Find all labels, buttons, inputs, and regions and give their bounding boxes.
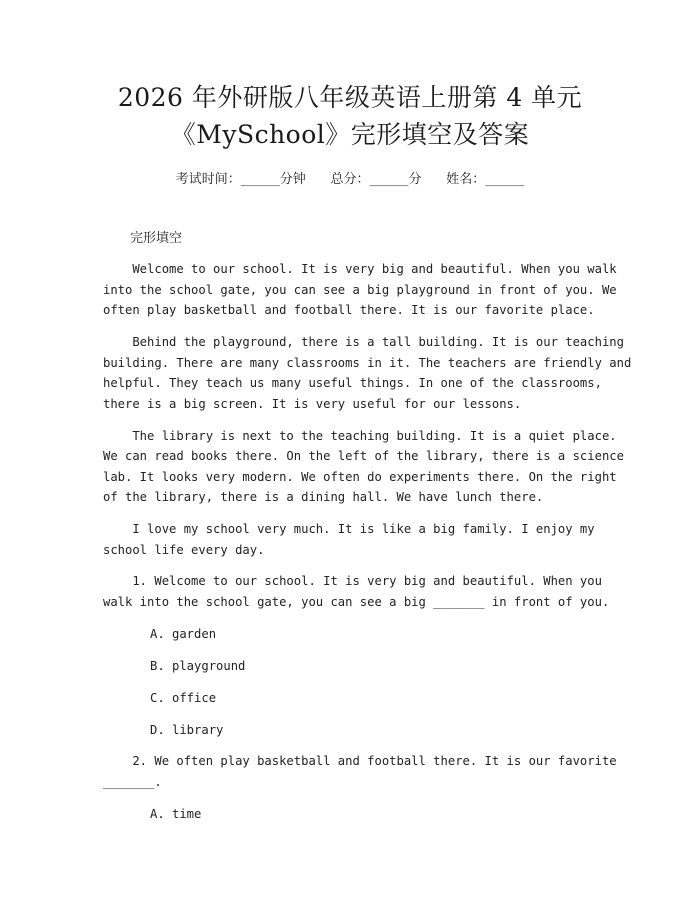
passage-paragraph-4-line-2: school life every day. xyxy=(103,543,265,557)
passage-paragraph-4-line-1: I love my school very much. It is like a big family. I enjoy my xyxy=(103,522,595,536)
question-2-stem-line-2: _______. xyxy=(103,775,162,789)
passage-paragraph-2-line-4: there is a big screen. It is very useful for our lessons. xyxy=(103,397,522,411)
passage-paragraph-1-line-3: often play basketball and football there. It is our favorite place. xyxy=(103,303,595,317)
question-1-stem-line-1: 1. Welcome to our school. It is very big and beautiful. When you xyxy=(103,574,602,588)
question-2-option-a: A. time xyxy=(150,807,202,821)
passage-paragraph-2-line-3: helpful. They teach us many useful things. In one of the classrooms, xyxy=(103,376,602,390)
passage-paragraph-3-line-3: lab. It looks very modern. We often do experiments there. On the right xyxy=(103,470,617,484)
passage-paragraph-1-line-2: into the school gate, you can see a big playground in front of you. We xyxy=(103,283,617,297)
passage-paragraph-2-line-2: building. There are many classrooms in it. The teachers are friendly and xyxy=(103,356,632,370)
question-1-option-c: C. office xyxy=(150,691,217,705)
passage-paragraph-3-line-1: The library is next to the teaching building. It is a quiet place. xyxy=(103,429,617,443)
question-1-option-d: D. library xyxy=(150,723,224,737)
question-1-option-b: B. playground xyxy=(150,659,246,673)
exam-info: 考试时间：______分钟 总分：______分 姓名：______ xyxy=(175,172,525,187)
question-2-stem-line-1: 2. We often play basketball and football there. It is our favorite xyxy=(103,754,617,768)
document-title-line-2: 《MySchool》完形填空及答案 xyxy=(170,120,530,149)
section-heading: 完形填空 xyxy=(130,231,183,246)
passage-paragraph-3-line-2: We can read books there. On the left of the library, there is a science xyxy=(103,449,624,463)
passage-paragraph-1-line-1: Welcome to our school. It is very big and beautiful. When you walk xyxy=(103,262,617,276)
question-1-stem-line-2: walk into the school gate, you can see a big _______ in front of you. xyxy=(103,595,610,609)
document-title-line-1: 2026 年外研版八年级英语上册第 4 单元 xyxy=(117,83,583,112)
passage-paragraph-3-line-4: of the library, there is a dining hall. We have lunch there. xyxy=(103,490,544,504)
passage-paragraph-2-line-1: Behind the playground, there is a tall building. It is our teaching xyxy=(103,335,624,349)
question-1-option-a: A. garden xyxy=(150,627,217,641)
